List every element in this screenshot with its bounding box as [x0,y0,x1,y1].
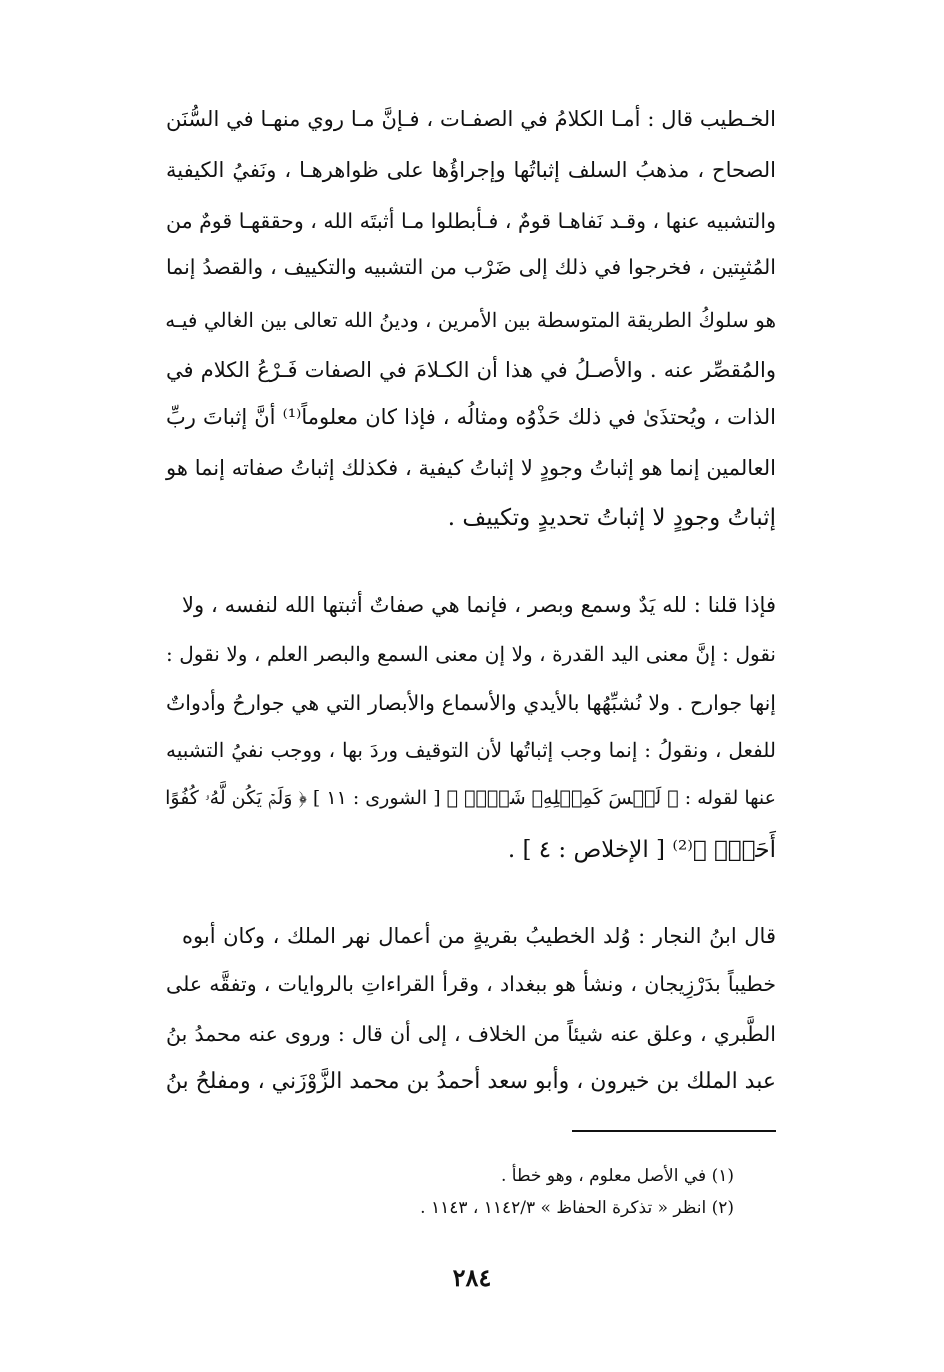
footnote: (٢) انظر « تذكرة الحفاظ » ١١٤٢/٣ ، ١١٤٣ . [420,1198,734,1218]
body-line: إثباتُ وجودٍ لا إثباتُ تحديدٍ وتكييف . [447,505,776,531]
footnote-separator [572,1130,776,1132]
body-line: قال ابنُ النجار : وُلد الخطيبُ بقريةٍ من أعمال نهر الملك ، وكان أبوه [182,924,776,948]
quran-verse-line: عنها لقوله : ﴿ لَيۡسَ كَمِثۡلِهِۦ شَيۡءٞ ﴾ [ الشورى : ١١ ] ﴿ وَلَمۡ يَكُن لَّهُۥ كُفُوًا [165,787,776,809]
body-line: نقول : إنَّ معنى اليد القدرة ، ولا إن معنى السمع والبصر العلم ، ولا نقول : [166,642,776,666]
body-line: والتشبيه عنها ، وقـد نَفاهـا قومٌ ، فـأبطلوا مـا أثبتَه الله ، وحققهـا قومٌ من [166,209,776,233]
body-line: إنها جوارح . ولا نُشبِّهُها بالأيدي والأسماع والأبصار التي هي جوارحُ وأدواتٌ [166,691,776,715]
body-line: للفعل ، ونقولُ : إنما وجب إثباتُها لأن التوقيف وردَ بها ، ووجب نفيُ التشبيه [166,738,776,762]
body-line: الصحاح ، مذهبُ السلف إثباتُها وإجراؤُها على ظواهرهـا ، ونَفيُ الكيفية [166,158,776,182]
body-line: الذات ، ويُحتذَىٰ في ذلك حَذْوُه ومثالُه ، فإذا كان معلوماً⁽¹⁾ أنَّ إثباتَ ربِّ [166,405,776,429]
body-line: هو سلوكُ الطريقة المتوسطة بين الأمرين ، ودينُ الله تعالى بين الغالي فيـه [165,308,776,332]
body-line: عبد الملك بن خيرون ، وأبو سعد أحمدُ بن محمد الزَّوْزَني ، ومفلحُ بنُ [165,1069,776,1094]
body-line: المُثبِتين ، فخرجوا في ذلك إلى ضَرْب من التشبيه والتكييف ، والقصدُ إنما [166,255,776,279]
body-line: أَحَدُۢ ﴾⁽²⁾ [ الإخلاص : ٤ ] . [507,837,776,863]
body-line: الطَّبري ، وعلق عنه شيئاً من الخلاف ، إلى أن قال : وروى عنه محمدُ بنُ [166,1022,776,1046]
body-line: الخـطيب قال : أمـا الكلامُ في الصفـات ، فـإنَّ مـا روي منهـا في السُّنَن [166,107,776,131]
footnote: (١) في الأصل معلوم ، وهو خطأ . [501,1166,734,1186]
body-line: فإذا قلنا : لله يَدٌ وسمع وبصر ، فإنما هي صفاتٌ أثبتها الله لنفسه ، ولا [182,593,776,617]
body-line: خطيباً بدَرْزِيجان ، ونشأ هو ببغداد ، وقرأ القراءاتِ بالروايات ، وتفقَّه على [166,972,776,996]
page-number: ٢٨٤ [452,1263,492,1292]
body-line: والمُقصِّر عنه . والأصـلُ في هذا أن الكـلامَ في الصفات فَـرْعُ الكلام في [166,358,776,382]
body-line: العالمين إنما هو إثباتُ وجودٍ لا إثباتُ كيفية ، فكذلك إثباتُ صفاته إنما هو [166,456,776,480]
